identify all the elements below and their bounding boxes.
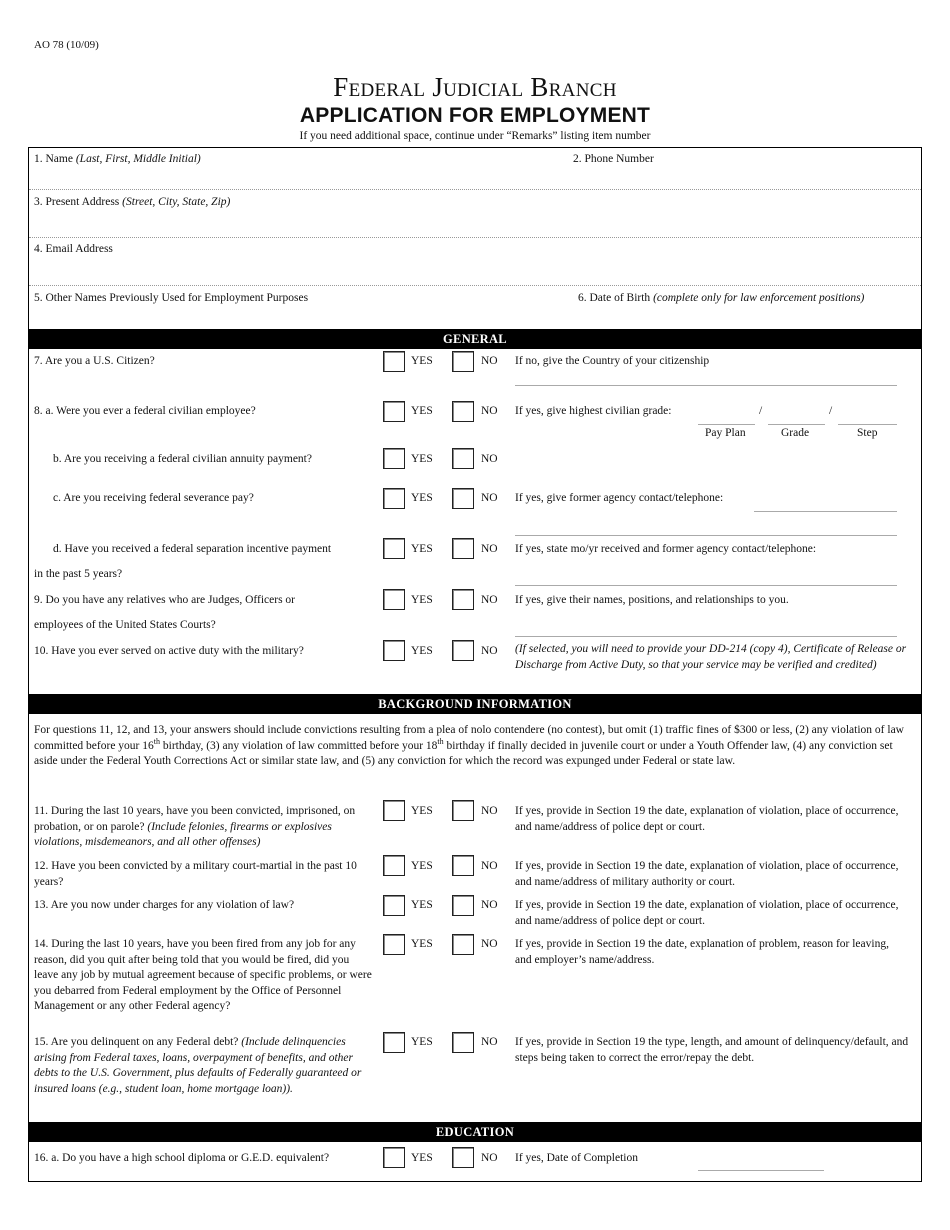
no-label: NO (481, 899, 498, 911)
q8d-no-checkbox[interactable] (452, 538, 474, 559)
q9-label-line2: employees of the United States Courts? (34, 619, 216, 631)
q10-yes-checkbox[interactable] (383, 640, 405, 661)
yes-label: YES (411, 860, 433, 872)
step-line[interactable] (838, 424, 897, 425)
q8d-label-line2: in the past 5 years? (34, 568, 123, 580)
section-general-header: GENERAL (29, 329, 921, 349)
q8c-followup: If yes, give former agency contact/telephone: (515, 492, 724, 504)
q9-yes-checkbox[interactable] (383, 589, 405, 610)
no-label: NO (481, 1152, 498, 1164)
row-divider (29, 189, 921, 190)
no-label: NO (481, 1036, 498, 1048)
q16a-label: 16. a. Do you have a high school diploma or G.E.D. equivalent? (34, 1152, 330, 1164)
q1-label: 1. Name (Last, First, Middle Initial) (34, 153, 201, 165)
q8a-yes-checkbox[interactable] (383, 401, 405, 422)
q14-no-checkbox[interactable] (452, 934, 474, 955)
q8b-label: b. Are you receiving a federal civilian annuity payment? (53, 453, 312, 465)
section-education-header: EDUCATION (29, 1122, 921, 1142)
no-label: NO (481, 543, 498, 555)
q15-followup: If yes, provide in Section 19 the type, length, and amount of delinquency/default, and steps being taken to correct the error/repay the debt. (515, 1036, 909, 1064)
q9-followup: If yes, give their names, positions, and relationships to you. (515, 594, 789, 606)
q14-yes-checkbox[interactable] (383, 934, 405, 955)
q3-label: 3. Present Address (Street, City, State, Zip) (34, 196, 231, 208)
relatives-line[interactable] (515, 636, 897, 637)
q8d-yes-checkbox[interactable] (383, 538, 405, 559)
q14-followup: If yes, provide in Section 19 the date, explanation of problem, reason for leaving, and employer’s name/address. (515, 938, 889, 966)
yes-label: YES (411, 543, 433, 555)
q9-no-checkbox[interactable] (452, 589, 474, 610)
q8c-no-checkbox[interactable] (452, 488, 474, 509)
q11-yes-checkbox[interactable] (383, 800, 405, 821)
q15-yes-checkbox[interactable] (383, 1032, 405, 1053)
no-label: NO (481, 645, 498, 657)
q8a-followup: If yes, give highest civilian grade: (515, 405, 672, 417)
q8c-label: c. Are you receiving federal severance pay? (53, 492, 254, 504)
q16a-no-checkbox[interactable] (452, 1147, 474, 1168)
q5-label: 5. Other Names Previously Used for Employment Purposes (34, 292, 309, 304)
q11-no-checkbox[interactable] (452, 800, 474, 821)
q13-label: 13. Are you now under charges for any violation of law? (34, 899, 295, 911)
grade-label: Grade (781, 427, 810, 439)
phone-field[interactable] (573, 168, 913, 188)
q7-yes-checkbox[interactable] (383, 351, 405, 372)
email-field[interactable] (34, 259, 914, 283)
row-divider (29, 237, 921, 238)
yes-label: YES (411, 492, 433, 504)
completion-date-line[interactable] (698, 1170, 824, 1171)
yes-label: YES (411, 938, 433, 950)
q11-followup: If yes, provide in Section 19 the date, explanation of violation, place of occurrence, and name/address of police dept or court. (515, 805, 899, 833)
q8d-followup: If yes, state mo/yr received and former agency contact/telephone: (515, 543, 817, 555)
q13-no-checkbox[interactable] (452, 895, 474, 916)
citizenship-country-line[interactable] (515, 385, 897, 386)
q8c-yes-checkbox[interactable] (383, 488, 405, 509)
q8d-label-line1: d. Have you received a federal separation incentive payment (53, 543, 332, 555)
severance-contact-line-2[interactable] (515, 535, 897, 536)
yes-label: YES (411, 405, 433, 417)
severance-contact-line[interactable] (754, 511, 897, 512)
yes-label: YES (411, 805, 433, 817)
q12-yes-checkbox[interactable] (383, 855, 405, 876)
step-label: Step (857, 427, 878, 439)
q8b-no-checkbox[interactable] (452, 448, 474, 469)
row-divider (29, 285, 921, 286)
q12-no-checkbox[interactable] (452, 855, 474, 876)
q7-followup: If no, give the Country of your citizenship (515, 355, 710, 367)
q13-followup: If yes, provide in Section 19 the date, explanation of violation, place of occurrence, and name/address of police dept or court. (515, 899, 899, 927)
q12-label: 12. Have you been convicted by a military court-martial in the past 10 years? (34, 860, 357, 888)
form-subtitle: If you need additional space, continue under “Remarks” listing item number (299, 130, 651, 142)
q15-label: 15. Are you delinquent on any Federal debt? (Include delinquencies arising from Federal taxes, loans, overpayment of benefits, and other debts to the U.S. Government, plus defaults of Federally guaranteed or insured loans (e.g., student loan, home mortgage loan)). (34, 1036, 362, 1095)
form-title-line1: Federal Judicial Branch (333, 72, 617, 102)
q8b-yes-checkbox[interactable] (383, 448, 405, 469)
no-label: NO (481, 860, 498, 872)
date-of-birth-field[interactable] (578, 308, 914, 328)
slash: / (759, 405, 763, 417)
yes-label: YES (411, 899, 433, 911)
q10-no-checkbox[interactable] (452, 640, 474, 661)
q6-label: 6. Date of Birth (complete only for law enforcement positions) (578, 292, 865, 304)
name-field[interactable] (34, 168, 564, 188)
q14-label: 14. During the last 10 years, have you been fired from any job for any reason, did you quit after being told that you would be fired, did you leave any job by mutual agreement because of specific problems, or were you debarred from Federal employment by the Office of Personnel Management or any other Federal agency? (34, 938, 372, 1012)
no-label: NO (481, 405, 498, 417)
other-names-field[interactable] (34, 308, 564, 328)
q8a-label: 8. a. Were you ever a federal civilian employee? (34, 405, 256, 417)
address-field[interactable] (34, 212, 914, 234)
no-label: NO (481, 805, 498, 817)
q8a-no-checkbox[interactable] (452, 401, 474, 422)
yes-label: YES (411, 594, 433, 606)
yes-label: YES (411, 1152, 433, 1164)
q7-label: 7. Are you a U.S. Citizen? (34, 355, 155, 367)
no-label: NO (481, 938, 498, 950)
q12-followup: If yes, provide in Section 19 the date, explanation of violation, place of occurrence, and name/address of military authority or court. (515, 860, 899, 888)
section-background-header: BACKGROUND INFORMATION (29, 694, 921, 714)
q16a-yes-checkbox[interactable] (383, 1147, 405, 1168)
q9-label-line1: 9. Do you have any relatives who are Judges, Officers or (34, 594, 296, 606)
pay-plan-label: Pay Plan (705, 427, 746, 439)
yes-label: YES (411, 453, 433, 465)
q2-label: 2. Phone Number (573, 153, 654, 165)
no-label: NO (481, 355, 498, 367)
no-label: NO (481, 492, 498, 504)
q11-label: 11. During the last 10 years, have you been convicted, imprisoned, on probation, or on parole? (Include felonies, firearms or explosives violations, misdemeanors, and all other offenses) (34, 805, 356, 848)
no-label: NO (481, 453, 498, 465)
pay-plan-line[interactable] (698, 424, 755, 425)
no-label: NO (481, 594, 498, 606)
grade-line[interactable] (768, 424, 825, 425)
q4-label: 4. Email Address (34, 243, 113, 255)
slash: / (829, 405, 833, 417)
q7-no-checkbox[interactable] (452, 351, 474, 372)
background-intro: For questions 11, 12, and 13, your answers should include convictions resulting from a plea of nolo contendere (no contest), but omit (1) traffic fines of $300 or less, (2) any violation of law committed before your 16th birthday, (3) any violation of law committed before your 18th birthday if finally decided in juvenile court or under a Youth Offender law, (4) any conviction set aside under the Federal Youth Corrections Act or similar state law, and (5) any conviction for which the record was expunged under Federal or state law. (34, 724, 904, 767)
form-code: AO 78 (10/09) (34, 39, 99, 51)
yes-label: YES (411, 645, 433, 657)
yes-label: YES (411, 1036, 433, 1048)
q10-followup: (If selected, you will need to provide your DD-214 (copy 4), Certificate of Release or Discharge from Active Duty, so that your service may be verified and credited) (515, 643, 907, 671)
q16a-followup: If yes, Date of Completion (515, 1152, 638, 1164)
q10-label: 10. Have you ever served on active duty with the military? (34, 645, 304, 657)
form-title-line2: APPLICATION FOR EMPLOYMENT (299, 104, 651, 127)
q15-no-checkbox[interactable] (452, 1032, 474, 1053)
yes-label: YES (411, 355, 433, 367)
q13-yes-checkbox[interactable] (383, 895, 405, 916)
incentive-contact-line[interactable] (515, 585, 897, 586)
